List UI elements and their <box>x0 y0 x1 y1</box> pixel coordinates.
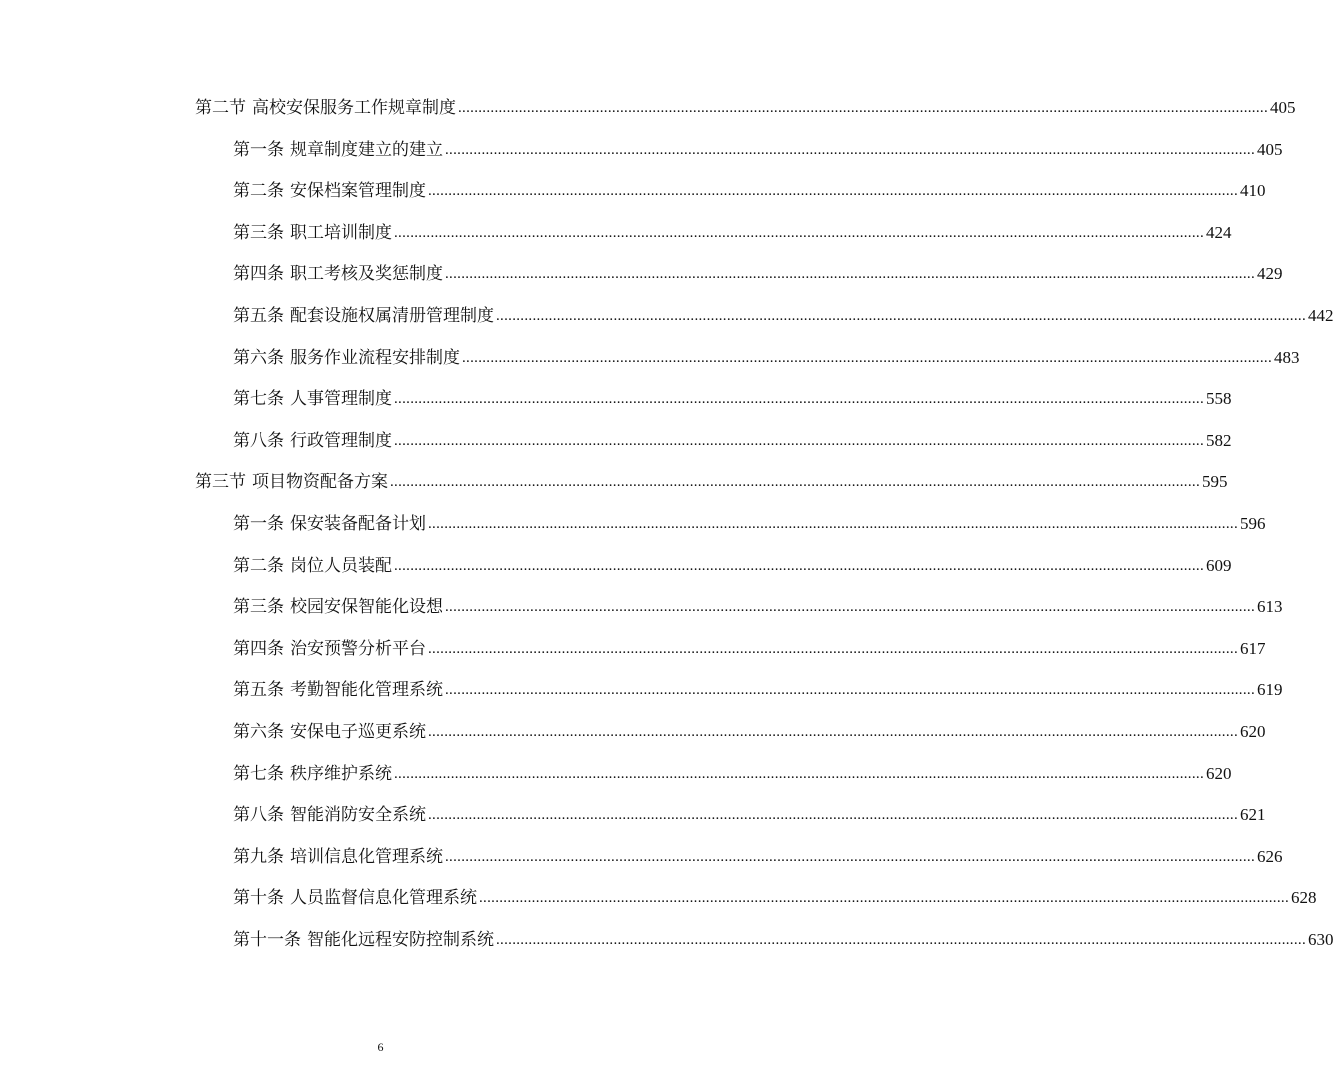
toc-entry-title <box>233 930 494 950</box>
toc-entry-title <box>233 888 477 908</box>
toc-entry-page: 442 <box>1308 306 1334 325</box>
toc-dot-leader: ........................................................................................................................................................................................................ <box>394 224 1204 241</box>
toc-entry-number: 第二条 <box>233 181 284 202</box>
toc-dot-leader: ........................................................................................................................................................................................................ <box>496 308 1306 324</box>
toc-entry-number: 第五条 <box>233 306 284 326</box>
toc-dot-leader: ........................................................................................................................................................................................................ <box>458 100 1268 116</box>
toc-entry-page: 628 <box>1291 888 1317 908</box>
toc-entry-page: 558 <box>1206 389 1232 409</box>
toc-entry-page: 405 <box>1270 98 1296 117</box>
toc-entry-text: 安保电子巡更系统 <box>290 722 426 742</box>
toc-article-entry[interactable] <box>233 837 1283 867</box>
toc-dot-leader: ........................................................................................................................................................................................................ <box>428 183 1238 200</box>
toc-entry-title <box>233 680 443 700</box>
toc-entry-number: 第六条 <box>233 722 284 742</box>
toc-dot-leader: ........................................................................................................................................................................................................ <box>394 765 1204 782</box>
toc-article-entry[interactable] <box>233 213 1232 243</box>
toc-entry-title <box>233 431 392 451</box>
toc-entry-text: 行政管理制度 <box>290 430 392 451</box>
toc-entry-page: 405 <box>1257 139 1283 159</box>
toc-entry-number: 第十一条 <box>233 930 301 950</box>
toc-entry-page: 613 <box>1257 597 1283 617</box>
toc-entry-title <box>233 639 426 659</box>
toc-entry-number: 第五条 <box>233 680 284 701</box>
toc-entry-page: 621 <box>1240 805 1266 825</box>
toc-dot-leader: ........................................................................................................................................................................................................ <box>445 682 1255 699</box>
toc-article-entry[interactable] <box>233 587 1283 618</box>
toc-dot-leader: ........................................................................................................................................................................................................ <box>428 807 1238 824</box>
toc-entry-text: 秩序维护系统 <box>290 763 392 784</box>
toc-entry-page: 609 <box>1206 555 1232 575</box>
toc-entry-title <box>233 805 426 825</box>
toc-entry-title <box>233 556 392 576</box>
toc-entry-title <box>233 223 392 243</box>
page-number: 6 <box>377 1040 384 1054</box>
toc-article-entry[interactable] <box>233 795 1266 826</box>
toc-dot-leader: ........................................................................................................................................................................................................ <box>428 724 1238 740</box>
toc-entry-number: 第三节 <box>195 472 246 493</box>
toc-entry-text: 培训信息化管理系统 <box>290 846 443 867</box>
toc-entry-text: 治安预警分析平台 <box>290 638 426 659</box>
toc-article-entry[interactable] <box>233 379 1232 410</box>
toc-entry-number: 第八条 <box>233 430 284 451</box>
toc-article-entry[interactable] <box>233 421 1232 451</box>
toc-entry-number: 第四条 <box>233 638 284 659</box>
toc-dot-leader: ........................................................................................................................................................................................................ <box>428 640 1238 657</box>
toc-entry-number: 第三条 <box>233 222 284 243</box>
toc-entry-number: 第一条 <box>233 514 284 534</box>
toc-dot-leader: ........................................................................................................................................................................................................ <box>394 432 1204 449</box>
toc-entry-number: 第七条 <box>233 763 284 784</box>
toc-entry-page: 620 <box>1240 722 1266 741</box>
toc-dot-leader: ........................................................................................................................................................................................................ <box>428 516 1238 532</box>
toc-article-entry[interactable] <box>233 754 1232 784</box>
toc-entry-text: 考勤智能化管理系统 <box>290 680 443 701</box>
toc-dot-leader: ........................................................................................................................................................................................................ <box>445 141 1255 158</box>
toc-entry-text: 安保档案管理制度 <box>290 181 426 202</box>
toc-entry-number: 第八条 <box>233 805 284 826</box>
toc-entry-number: 第六条 <box>233 347 284 368</box>
toc-entry-page: 620 <box>1206 763 1232 783</box>
toc-entry-title <box>233 764 392 784</box>
toc-entry-text: 职工培训制度 <box>290 222 392 243</box>
toc-dot-leader: ........................................................................................................................................................................................................ <box>445 848 1255 865</box>
toc-entry-page: 424 <box>1206 222 1232 242</box>
toc-entry-number: 第四条 <box>233 264 284 285</box>
toc-entry-page: 429 <box>1257 264 1283 284</box>
toc-entry-title <box>233 348 460 368</box>
toc-dot-leader: ........................................................................................................................................................................................................ <box>496 932 1306 948</box>
toc-entry-number: 第九条 <box>233 846 284 867</box>
toc-entry-number: 第七条 <box>233 389 284 410</box>
toc-entry-text: 配套设施权属清册管理制度 <box>290 306 494 326</box>
toc-entry-title <box>233 722 426 742</box>
toc-article-entry[interactable] <box>233 629 1266 659</box>
toc-entry-text: 服务作业流程安排制度 <box>290 347 460 368</box>
toc-dot-leader: ........................................................................................................................................................................................................ <box>390 474 1200 491</box>
toc-dot-leader: ........................................................................................................................................................................................................ <box>445 266 1255 283</box>
toc-article-entry[interactable] <box>233 171 1266 202</box>
toc-entry-title <box>233 140 443 160</box>
toc-article-entry[interactable] <box>233 546 1232 576</box>
toc-entry-text: 人事管理制度 <box>290 389 392 410</box>
toc-dot-leader: ........................................................................................................................................................................................................ <box>445 599 1255 616</box>
toc-entry-title <box>233 389 392 409</box>
toc-entry-title <box>233 597 443 617</box>
toc-entry-text: 岗位人员装配 <box>290 555 392 576</box>
toc-article-entry[interactable] <box>233 670 1283 701</box>
toc-entry-page: 617 <box>1240 638 1266 658</box>
toc-entry-title <box>233 264 443 284</box>
toc-entry-text: 人员监督信息化管理系统 <box>290 888 477 909</box>
toc-entry-title <box>233 306 494 326</box>
toc-entry-text: 高校安保服务工作规章制度 <box>252 98 456 118</box>
toc-article-entry[interactable] <box>233 130 1283 160</box>
toc-dot-leader: ........................................................................................................................................................................................................ <box>394 391 1204 408</box>
toc-entry-number: 第一条 <box>233 139 284 160</box>
toc-entry-text: 智能消防安全系统 <box>290 805 426 826</box>
toc-dot-leader: ........................................................................................................................................................................................................ <box>462 349 1272 366</box>
toc-entry-page: 595 <box>1202 472 1228 492</box>
toc-entry-text: 规章制度建立的建立 <box>290 139 443 160</box>
toc-entry-page: 483 <box>1274 347 1300 367</box>
toc-entry-text: 保安装备配备计划 <box>290 514 426 534</box>
toc-entry-text: 职工考核及奖惩制度 <box>290 264 443 285</box>
toc-dot-leader: ........................................................................................................................................................................................................ <box>394 557 1204 574</box>
toc-entry-page: 626 <box>1257 846 1283 866</box>
toc-entry-page: 630 <box>1308 930 1334 949</box>
toc-entry-number: 第三条 <box>233 597 284 618</box>
toc-entry-page: 582 <box>1206 430 1232 450</box>
toc-entry-page: 619 <box>1257 680 1283 700</box>
toc-entry-number: 第二条 <box>233 555 284 576</box>
toc-article-entry[interactable] <box>233 878 1317 909</box>
toc-entry-number: 第二节 <box>195 98 246 118</box>
toc-section-entry[interactable] <box>195 462 1228 493</box>
toc-entry-text: 项目物资配备方案 <box>252 472 388 493</box>
toc-article-entry[interactable] <box>233 254 1283 285</box>
toc-article-entry[interactable] <box>233 920 1334 950</box>
toc-entry-number: 第十条 <box>233 888 284 909</box>
toc-entry-title <box>195 98 456 118</box>
toc-dot-leader: ........................................................................................................................................................................................................ <box>479 890 1289 907</box>
toc-entry-page: 596 <box>1240 514 1266 533</box>
toc-entry-title <box>233 847 443 867</box>
toc-article-entry[interactable] <box>233 338 1300 368</box>
toc-entry-title <box>233 181 426 201</box>
toc-article-entry[interactable] <box>233 504 1266 534</box>
toc-article-entry[interactable] <box>233 712 1266 742</box>
toc-entry-page: 410 <box>1240 181 1266 201</box>
toc-entry-title <box>233 514 426 534</box>
toc-entry-title <box>195 472 388 492</box>
toc-entry-text: 智能化远程安防控制系统 <box>307 930 494 950</box>
toc-article-entry[interactable] <box>233 296 1334 326</box>
toc-section-entry[interactable] <box>195 88 1296 118</box>
toc-entry-text: 校园安保智能化设想 <box>290 597 443 618</box>
